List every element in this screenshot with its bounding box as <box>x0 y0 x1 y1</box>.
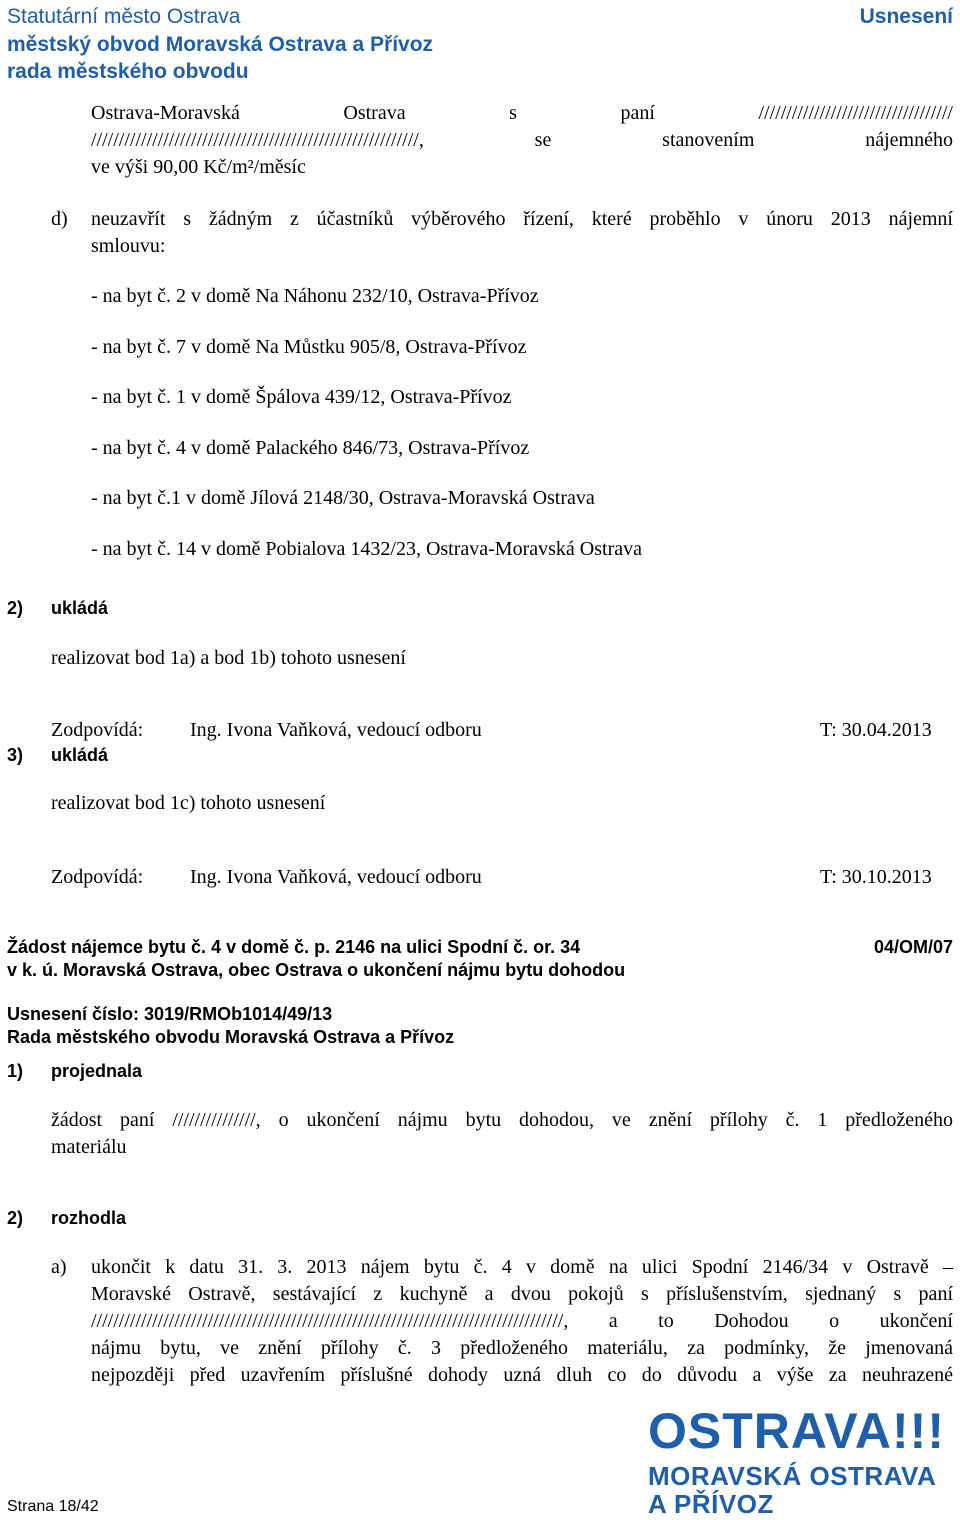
continuation-word: nájemného <box>865 129 953 151</box>
section-3-number: 3) <box>7 745 24 765</box>
agenda-code: 04/OM/07 <box>873 937 953 957</box>
continuation-word: Ostrava-Moravská <box>91 102 240 124</box>
section-3-deadline: T: 30.10.2013 <box>820 866 932 888</box>
header-district: městský obvod Moravská Ostrava a Přívoz <box>7 33 434 56</box>
r2-letter: a) <box>51 1256 67 1278</box>
section-2-text: realizovat bod 1a) a bod 1b) tohoto usnesení <box>51 647 406 669</box>
continuation-line-1 <box>91 100 953 127</box>
r1-title: projednala <box>51 1061 143 1081</box>
header-city: Statutární město Ostrava <box>7 5 241 28</box>
section-2-resp-name: Ing. Ivona Vaňková, vedoucí odboru <box>190 719 482 741</box>
continuation-word: s <box>509 102 517 124</box>
section-2-title: ukládá <box>51 598 109 618</box>
header-council: rada městského obvodu <box>7 60 249 83</box>
apartment-item: - na byt č. 4 v domě Palackého 846/73, Ostrava-Přívoz <box>91 437 530 459</box>
r2-line: Moravské Ostravě, sestávající z kuchyně a dvou pokojů s příslušenstvím, sjednaný s paní <box>91 1283 953 1305</box>
apartment-item: - na byt č.1 v domě Jílová 2148/30, Ostrava-Moravská Ostrava <box>91 487 595 509</box>
r1-number: 1) <box>7 1061 24 1081</box>
r1-text-line-1: žádost paní ///////////////, o ukončení nájmu bytu dohodou, ve znění přílohy č. 1 předloženého <box>51 1109 953 1131</box>
resolution-body: Rada městského obvodu Moravská Ostrava a Přívoz <box>7 1027 455 1047</box>
logo-privoz: A PŘÍVOZ <box>648 1489 774 1519</box>
r2-line: nejpozději před uzavřením příslušné dohody uzná dluh co do důvodu a výše za neuhrazené <box>91 1364 953 1386</box>
item-d-text-line-1: neuzavřít s žádným z účastníků výběrového řízení, které proběhlo v únoru 2013 nájemní <box>91 208 953 230</box>
continuation-word: se <box>534 129 552 151</box>
agenda-title-line-1: Žádost nájemce bytu č. 4 v domě č. p. 2146 na ulici Spodní č. or. 34 <box>7 937 581 957</box>
item-d-text-line-2: smlouvu: <box>91 235 166 257</box>
section-3-resp-label: Zodpovídá: <box>51 866 144 888</box>
section-2-deadline: T: 30.04.2013 <box>820 719 932 741</box>
resolution-number: Usnesení číslo: 3019/RMOb1014/49/13 <box>7 1004 333 1024</box>
section-3-resp-name: Ing. Ivona Vaňková, vedoucí odboru <box>190 866 482 888</box>
continuation-word: Ostrava <box>343 102 406 124</box>
continuation-word: stanovením <box>662 129 755 151</box>
continuation-word: paní <box>620 102 655 124</box>
continuation-line-3: ve výši 90,00 Kč/m²/měsíc <box>91 156 306 178</box>
r2-title: rozhodla <box>51 1208 126 1228</box>
r2-line: ukončit k datu 31. 3. 2013 nájem bytu č. 4 v domě na ulici Spodní 2146/34 v Ostravě – <box>91 1256 953 1278</box>
agenda-title-line-2: v k. ú. Moravská Ostrava, obec Ostrava o ukončení nájmu bytu dohodou <box>7 960 626 980</box>
section-3-text: realizovat bod 1c) tohoto usnesení <box>51 792 326 814</box>
r2-line: /////////////////////////////////////////////////////////////////////////////////////, a to Dohodou o ukončení <box>91 1310 953 1332</box>
continuation-word: ///////////////////////////////////////////////////////////, <box>91 129 424 151</box>
footer-page-number: Strana 18/42 <box>7 1498 99 1515</box>
apartment-item: - na byt č. 14 v domě Pobialova 1432/23, Ostrava-Moravská Ostrava <box>91 538 642 560</box>
r2-number: 2) <box>7 1208 24 1228</box>
r1-text-line-2: materiálu <box>51 1136 127 1158</box>
section-2-number: 2) <box>7 598 24 618</box>
section-3-title: ukládá <box>51 745 109 765</box>
item-d-letter: d) <box>51 208 68 230</box>
continuation-line-2 <box>91 127 953 154</box>
logo-district: MORAVSKÁ OSTRAVA <box>648 1461 937 1491</box>
logo-ostrava: OSTRAVA!!! <box>648 1403 945 1459</box>
apartment-item: - na byt č. 2 v domě Na Náhonu 232/10, Ostrava-Přívoz <box>91 285 539 307</box>
apartment-item: - na byt č. 7 v domě Na Můstku 905/8, Ostrava-Přívoz <box>91 336 527 358</box>
r2-line: nájmu bytu, ve znění přílohy č. 3 předloženého materiálu, za podmínky, že jmenovaná <box>91 1337 953 1359</box>
header-doc-type: Usnesení <box>859 5 953 28</box>
continuation-word: /////////////////////////////////// <box>758 102 953 124</box>
apartment-item: - na byt č. 1 v domě Špálova 439/12, Ostrava-Přívoz <box>91 386 512 408</box>
section-2-resp-label: Zodpovídá: <box>51 719 144 741</box>
